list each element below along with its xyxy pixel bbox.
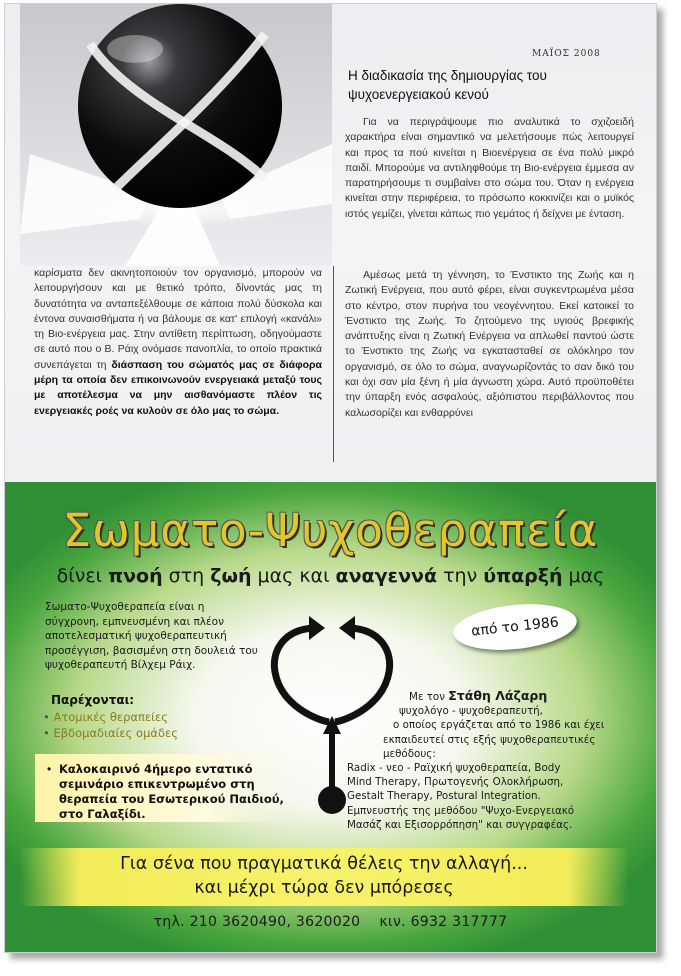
offer-item: • Ατομικές θεραπείες bbox=[43, 709, 178, 725]
article-section bbox=[5, 4, 656, 482]
bio-prefix: Με τον bbox=[409, 691, 449, 703]
paragraph-2-text: καρίσματα δεν ακινητοποιούν τον οργανισμό, μπορούν να λειτουργήσουν και με θετικό τρόπο, δίνοντάς μας τη δυνατότητα να ανταπεξέλθουμε σε κάποια πολύ δύσκολα και έντονα συναισθήματα ή να βάλουμε σε κατ' επιλογή «κανάλι» τη Βιο-ενέργεια μας. Στην αντίθετη περίπτωση, οδηγούμαστε σε αυτό που ο Β. Ράιχ ονόμασε πανοπλία, το οποίο πρακτικά συνεπάγεται τη bbox=[34, 267, 322, 371]
ad-intro: Σωματο-Ψυχοθεραπεία είναι η σύγχρονη, εμπνευσμένη και πλέον αποτελεσματική ψυχοθεραπευτική προσέγγιση, βασισμένη στη δουλειά του ψυχοθεραπευτή Βίλχεμ Ράιχ. bbox=[45, 601, 258, 671]
offers-list bbox=[43, 709, 178, 741]
subtitle-word: δίνει bbox=[56, 565, 109, 587]
ad-title: Σωματο-Ψυχοθεραπεία bbox=[62, 504, 599, 557]
headline-line-1: Η διαδικασία της δημιουργίας του bbox=[348, 68, 547, 83]
therapist-bio bbox=[347, 689, 647, 832]
contact-phones: τηλ. 210 3620490, 3620020 κιν. 6932 317777 bbox=[153, 914, 508, 930]
bio-line: Radix - νεο - Ραϊχική ψυχοθεραπεία, Body bbox=[347, 762, 561, 775]
since-badge: από το 1986 bbox=[451, 599, 579, 656]
bio-line: μεθόδους: bbox=[383, 747, 436, 760]
article-headline bbox=[348, 66, 638, 104]
article-paragraph-2 bbox=[34, 266, 322, 419]
headline-line-2: ψυχοενεργειακού κενού bbox=[348, 87, 489, 102]
subtitle-word: την bbox=[437, 565, 484, 587]
bio-line bbox=[347, 689, 647, 704]
paragraph-2-emphasis: διάσπαση του σώματός μας σε διάφορα μέρη τα οποία δεν επικοινωνούν ενεργειακά μεταξύ τους με αποτέλεσμα να μην αισθανόμαστε πλέον τις ενεργειακές ροές να κυλούν σε όλο μας το σώμα. bbox=[34, 358, 322, 417]
seminar-text: Καλοκαιρινό 4ήμερο εντατικό σεμινάριο επικεντρωμένο στη θεραπεία του Εσωτερικού Παιδιού, στο Γαλαξίδι. bbox=[59, 762, 284, 821]
subtitle-bold: ζωή bbox=[210, 565, 252, 587]
ad-subtitle bbox=[5, 565, 656, 587]
bio-line: ψυχολόγο - ψυχοθεραπευτή, bbox=[399, 705, 543, 718]
article-paragraph-3: Αμέσως μετά τη γέννηση, το Ένστικτο της Ζωής και η Ζωτική Ενέργεια, που αυτό φέρει, είναι συγκεντρωμένα μέσα στο κέντρο, στον πυρήνα του νεογέννητου. Εκεί κατοικεί το Ένστικτο της Ζωής. Το ζητούμενο της υγιούς βρεφικής ανάπτυξης είναι η Ζωτική Ενέργεια να απλωθεί παντού ώστε το Ένστικτο της Ζωής να εγκατασταθεί σε ολόκληρο τον οργανισμό, σε όλο το σώμα, αναγνωρίζοντάς το σαν δικό του και όχι σαν μία ξένη ή μία άγνωστη χώρα. Αυτό προϋποθέτει την ύπαρξη ενός ασφαλούς, αξιόπιστου περιβάλλοντος που καλωσορίζει και ενθαρρύνει bbox=[345, 269, 634, 419]
advertisement bbox=[5, 482, 656, 952]
offer-item: • Εβδομαδιαίες ομάδες bbox=[43, 725, 178, 741]
article-paragraph-1: Για να περιγράψουμε πιο αναλυτικά το σχιζοειδή χαρακτήρα είναι σημαντικό να μελετήσουμε πώς λειτουργεί και προς τα πού κινείται η Βιοενέργεια σε ένα πολύ μικρό παιδί. Μπορούμε να αντιληφθούμε τη Βιο-ενέργεια έμμεσα αν παρατηρήσουμε τι συμβαίνει στο σώμα του. Όταν η ενέργεια κινείται στην περιφέρεια, το πρόσωπο κοκκινίζει και ο μυϊκός ιστός γεμίζει, γίνεται κάπως πιο γεμάτος ή δείχνει με ένταση. bbox=[345, 116, 634, 220]
subtitle-bold: πνοή bbox=[108, 565, 163, 587]
slogan-banner bbox=[19, 848, 629, 906]
issue-date: ΜΑΪΟΣ 2008 bbox=[532, 49, 601, 59]
magazine-page bbox=[4, 3, 657, 953]
subtitle-word: μας bbox=[562, 565, 605, 587]
bio-line: Εμπνευστής της μεθόδου "Ψυχο-Ενεργειακό bbox=[347, 804, 575, 817]
black-sphere-image bbox=[20, 4, 332, 266]
bio-line: ο οποίος εργάζεται από το 1986 και έχει bbox=[393, 719, 605, 732]
therapist-name: Στάθη Λάζαρη bbox=[448, 688, 548, 703]
subtitle-bold: ύπαρξή bbox=[483, 565, 563, 587]
subtitle-bold: αναγεννά bbox=[335, 565, 438, 587]
column-divider bbox=[333, 266, 334, 462]
bio-line: εκπαιδευτεί στις εξής ψυχοθεραπευτικές bbox=[383, 733, 596, 746]
offers-heading: Παρέχονται: bbox=[51, 693, 135, 707]
subtitle-word: στη bbox=[162, 565, 211, 587]
bio-line: Gestalt Therapy, Postural Integration. bbox=[347, 790, 541, 803]
subtitle-word: μας και bbox=[251, 565, 336, 587]
slogan-line-2: και μέχρι τώρα δεν μπόρεσες bbox=[194, 878, 454, 898]
bio-line: Μασάζ και Εξισορρόπηση" και συγγραφέας. bbox=[347, 818, 573, 831]
slogan-line-1: Για σένα που πραγματικά θέλεις την αλλαγή... bbox=[120, 854, 528, 874]
seminar-bullet: • bbox=[47, 762, 52, 776]
seminar-box bbox=[35, 754, 283, 822]
bio-line: Mind Therapy, Πρωτογενής Ολοκλήρωση, bbox=[347, 776, 564, 789]
